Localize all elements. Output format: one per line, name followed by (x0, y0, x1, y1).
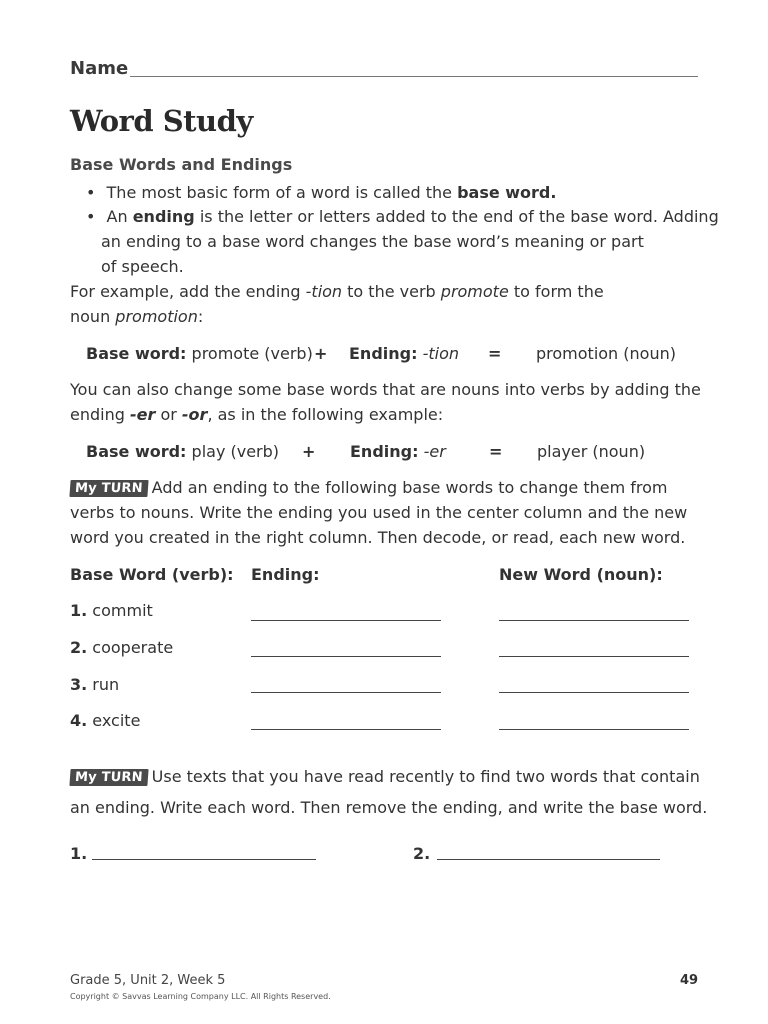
page-number: 49 (680, 973, 699, 988)
equation-base: Base word: play (verb) (86, 442, 280, 461)
myturn2-instructions-line2: an ending. Write each word. Then remove the ending, and write the base word. (70, 798, 708, 817)
ending-answer-line[interactable] (251, 729, 441, 730)
my-turn-badge: My TURN (69, 480, 148, 497)
myturn-instructions: My TURN Add an ending to the following base words to change them from (70, 478, 667, 497)
page-title: Word Study (70, 104, 253, 138)
equation-result: promotion (noun) (536, 344, 676, 363)
grade-unit-week: Grade 5, Unit 2, Week 5 (70, 973, 226, 988)
name-field[interactable] (130, 76, 698, 77)
new-word-answer-line[interactable] (499, 656, 689, 657)
answer-number-2: 2. (413, 844, 431, 863)
bullet-base-word (86, 183, 556, 202)
table-row: 4. excite (70, 711, 141, 730)
bullet-text: The most basic form of a word is called the (106, 183, 458, 202)
ending-answer-line[interactable] (251, 692, 441, 693)
column-header-ending: Ending: (251, 565, 320, 584)
section-heading: Base Words and Endings (70, 155, 293, 174)
myturn-instructions-line3: word you created in the right column. Then decode, or read, each new word. (70, 528, 686, 547)
plus-sign: + (302, 442, 316, 461)
bullet-dot: • (86, 207, 96, 226)
column-header-base-word: Base Word (verb): (70, 565, 234, 584)
copyright-notice: Copyright © Savvas Learning Company LLC. All Rights Reserved. (70, 992, 331, 1001)
ending-answer-line[interactable] (251, 620, 441, 621)
bullet-continuation: of speech. (101, 257, 184, 276)
bullet-text: is the letter or letters added to the end of the base word. Adding (194, 207, 719, 226)
myturn-instructions-line2: verbs to nouns. Write the ending you used in the center column and the new (70, 503, 688, 522)
new-word-answer-line[interactable] (499, 729, 689, 730)
new-word-answer-line[interactable] (499, 692, 689, 693)
example-paragraph: For example, add the ending -tion to the verb promote to form the (70, 282, 604, 301)
bullet-bold-term: ending (132, 207, 195, 226)
equation-base: Base word: promote (verb) (86, 344, 313, 363)
bullet-continuation: an ending to a base word changes the base word’s meaning or part (101, 232, 644, 251)
equals-sign: = (488, 344, 502, 363)
column-header-new-word: New Word (noun): (499, 565, 663, 584)
equation-result: player (noun) (537, 442, 646, 461)
name-label: Name (70, 58, 129, 79)
ending-answer-line[interactable] (251, 656, 441, 657)
plus-sign: + (314, 344, 328, 363)
answer-number-1: 1. (70, 844, 88, 863)
equals-sign: = (489, 442, 503, 461)
equation-ending: Ending: -er (350, 442, 446, 461)
example2-paragraph-line2: ending -er or -or, as in the following example: (70, 405, 444, 424)
new-word-answer-line[interactable] (499, 620, 689, 621)
table-row: 3. run (70, 675, 120, 694)
bullet-text: An (106, 207, 133, 226)
myturn2-instructions: My TURN Use texts that you have read recently to find two words that contain (70, 767, 700, 786)
example-paragraph-line2: noun promotion: (70, 307, 204, 326)
bullet-ending (86, 207, 719, 226)
table-row: 1. commit (70, 601, 153, 620)
bullet-bold-term: base word. (457, 183, 557, 202)
answer-line-1[interactable] (92, 859, 316, 860)
answer-line-2[interactable] (437, 859, 660, 860)
bullet-dot: • (86, 183, 96, 202)
table-row: 2. cooperate (70, 638, 174, 657)
equation-ending: Ending: -tion (349, 344, 460, 363)
example2-paragraph: You can also change some base words that are nouns into verbs by adding the (70, 380, 701, 399)
my-turn-badge: My TURN (69, 769, 148, 786)
